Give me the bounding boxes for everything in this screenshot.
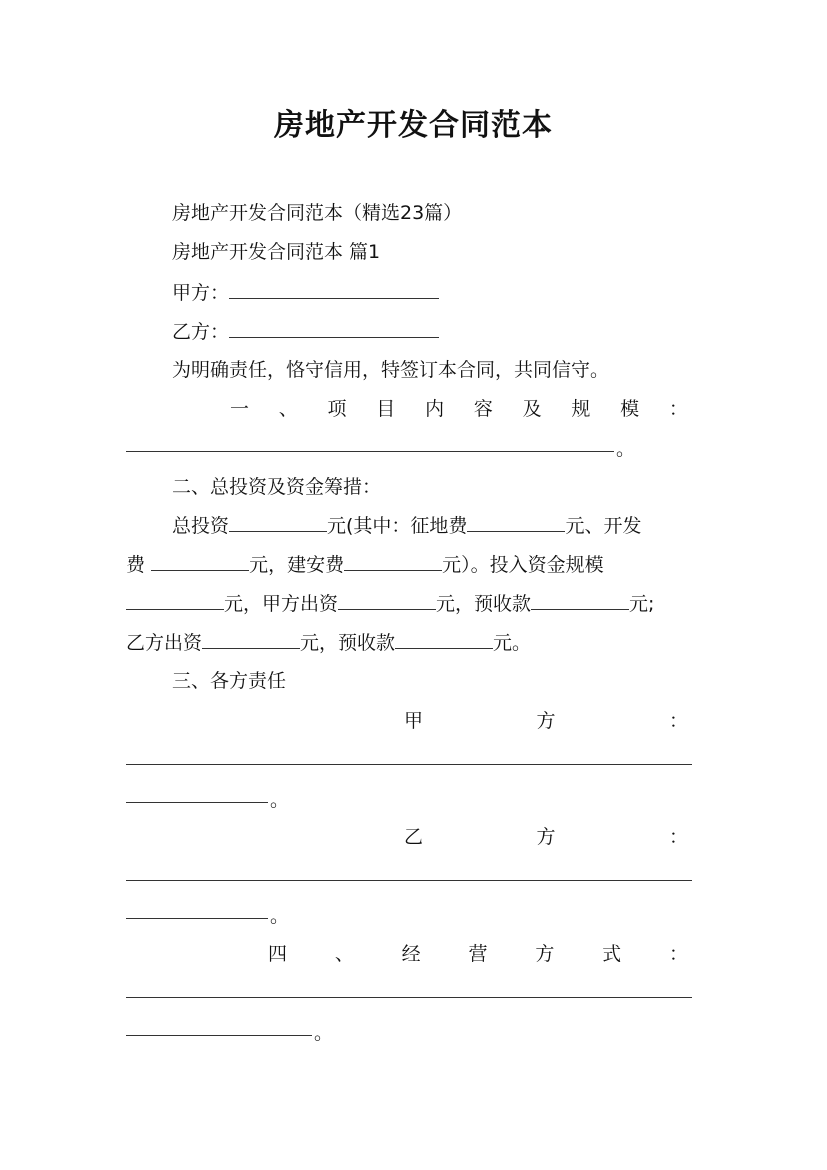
party-b-line: [172, 317, 439, 344]
party-b-fund-blank[interactable]: [202, 630, 300, 649]
total-investment-blank[interactable]: [229, 513, 327, 532]
char: 方: [535, 943, 555, 965]
text: 乙方出资: [126, 632, 203, 654]
char: ：: [668, 943, 688, 965]
char: 式: [602, 943, 622, 965]
investment-line-4: [126, 628, 712, 655]
party-a-duty-period: 。: [270, 789, 290, 811]
party-b-duty-period: 。: [270, 905, 290, 927]
char: 、: [334, 943, 354, 965]
char: 四: [268, 943, 288, 965]
text: 总投资: [172, 515, 230, 537]
char: 模: [620, 398, 640, 420]
prepayment-a-blank[interactable]: [531, 591, 629, 610]
section-1-blank[interactable]: [126, 451, 614, 452]
char: ：: [668, 826, 688, 848]
party-b-duty-blank-1[interactable]: [126, 880, 692, 881]
text: 元(其中：征地费: [327, 515, 468, 537]
party-b-duty-heading: [404, 822, 688, 849]
party-b-blank[interactable]: [229, 319, 439, 338]
char: 内: [425, 398, 445, 420]
section-4-period: 。: [314, 1022, 334, 1044]
construction-fee-blank[interactable]: [344, 552, 442, 571]
document-title: 房地产开发合同范本: [274, 108, 553, 143]
intro-paragraph: 为明确责任，恪守信用，特签订本合同，共同信守。: [172, 359, 610, 381]
text: 元。: [493, 632, 532, 654]
text: 元，预收款: [300, 632, 396, 654]
party-a-line: [172, 278, 439, 305]
party-b-duty-blank-2[interactable]: [126, 918, 268, 919]
text: 元）。投入资金规模: [442, 554, 604, 576]
subtitle: 房地产开发合同范本（精选23篇）: [172, 202, 463, 224]
party-a-blank[interactable]: [229, 280, 439, 299]
party-a-fund-blank[interactable]: [338, 591, 436, 610]
party-a-label: 甲方：: [172, 282, 230, 304]
investment-line-1: [172, 511, 712, 538]
char: ：: [668, 710, 688, 732]
section-1-period: 。: [616, 438, 636, 460]
prepayment-b-blank[interactable]: [395, 630, 493, 649]
char: 目: [376, 398, 396, 420]
char: 一: [230, 398, 250, 420]
char: 甲: [404, 710, 424, 732]
text: 元，甲方出资: [224, 593, 339, 615]
char: 、: [278, 398, 298, 420]
land-fee-blank[interactable]: [467, 513, 565, 532]
text: 元，预收款: [436, 593, 532, 615]
char: 营: [468, 943, 488, 965]
char: 方: [536, 710, 556, 732]
investment-line-3: [126, 589, 712, 616]
text: 元;: [629, 593, 655, 615]
section-4-heading: [268, 939, 688, 966]
text: 费: [126, 554, 146, 576]
char: 经: [401, 943, 421, 965]
char: 项: [327, 398, 347, 420]
char: 乙: [404, 826, 424, 848]
investment-line-2: [126, 550, 712, 577]
text: 元、开发: [565, 515, 642, 537]
fund-scale-blank[interactable]: [126, 591, 224, 610]
party-a-duty-heading: [404, 706, 688, 733]
section-4-blank-2[interactable]: [126, 1035, 312, 1036]
char: ：: [668, 398, 688, 420]
chapter-heading: 房地产开发合同范本 篇1: [172, 241, 381, 263]
char: 容: [473, 398, 493, 420]
text: 元，建安费: [249, 554, 345, 576]
char: 及: [522, 398, 542, 420]
party-b-label: 乙方：: [172, 321, 230, 343]
char: 规: [571, 398, 591, 420]
section-2-heading: 二、总投资及资金筹措：: [172, 476, 382, 498]
section-4-blank-1[interactable]: [126, 997, 692, 998]
development-fee-blank[interactable]: [151, 552, 249, 571]
party-a-duty-blank-2[interactable]: [126, 802, 268, 803]
char: 方: [536, 826, 556, 848]
party-a-duty-blank-1[interactable]: [126, 764, 692, 765]
section-3-heading: 三、各方责任: [172, 670, 287, 692]
section-1-heading: [230, 394, 688, 421]
